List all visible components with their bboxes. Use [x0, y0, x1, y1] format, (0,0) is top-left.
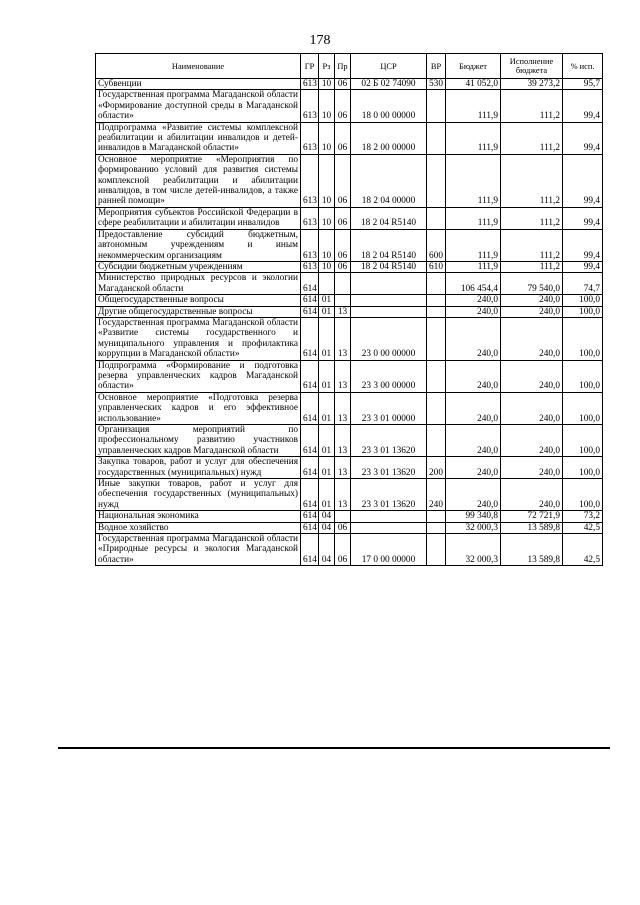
row-rz: 01 [319, 317, 335, 360]
row-execution: 111,2 [501, 90, 563, 122]
row-budget: 111,9 [446, 207, 501, 229]
header-rz: Рз [319, 54, 335, 79]
row-name: Национальная экономика [96, 511, 301, 522]
row-gr: 614 [301, 392, 319, 424]
row-execution: 79 540,0 [501, 273, 563, 295]
row-percent: 99,4 [563, 154, 603, 207]
row-budget: 111,9 [446, 122, 501, 154]
row-execution: 240,0 [501, 306, 563, 317]
row-csr [351, 306, 427, 317]
row-budget: 111,9 [446, 154, 501, 207]
row-percent: 99,4 [563, 229, 603, 261]
row-execution: 240,0 [501, 392, 563, 424]
row-csr: 02 Б 02 74090 [351, 79, 427, 90]
row-vr [427, 425, 446, 457]
row-execution: 240,0 [501, 360, 563, 392]
row-pr [335, 273, 351, 295]
row-vr [427, 392, 446, 424]
row-percent: 100,0 [563, 306, 603, 317]
row-pr: 13 [335, 360, 351, 392]
row-pr: 06 [335, 122, 351, 154]
row-execution: 13 589,8 [501, 522, 563, 533]
row-pr: 13 [335, 479, 351, 511]
row-csr [351, 273, 427, 295]
table-row [96, 207, 603, 229]
header-vr: ВР [427, 54, 446, 79]
row-rz: 10 [319, 229, 335, 261]
page-number: 178 [309, 33, 331, 48]
row-budget: 32 000,3 [446, 522, 501, 533]
row-budget: 99 340,8 [446, 511, 501, 522]
row-vr [427, 306, 446, 317]
row-csr: 18 2 04 R5140 [351, 229, 427, 261]
row-percent: 42,5 [563, 534, 603, 566]
row-gr: 614 [301, 306, 319, 317]
row-vr [427, 511, 446, 522]
row-rz [319, 273, 335, 295]
table-row [96, 425, 603, 457]
row-name: Общегосударственные вопросы [96, 295, 301, 306]
row-gr: 613 [301, 122, 319, 154]
row-csr [351, 511, 427, 522]
row-vr: 200 [427, 457, 446, 479]
row-rz: 10 [319, 122, 335, 154]
row-name: Иные закупки товаров, работ и услуг для обеспечения государственных (муниципальных) нужд [96, 479, 301, 511]
table-row [96, 457, 603, 479]
row-gr: 614 [301, 479, 319, 511]
table-row [96, 479, 603, 511]
row-pr: 06 [335, 229, 351, 261]
row-execution: 240,0 [501, 317, 563, 360]
header-budget: Бюджет [446, 54, 501, 79]
row-csr: 18 2 00 00000 [351, 122, 427, 154]
row-vr [427, 360, 446, 392]
row-budget: 111,9 [446, 90, 501, 122]
row-name: Субсидии бюджетным учреждениям [96, 261, 301, 272]
row-name: Подпрограмма «Развитие системы комплексной реабилитации и абилитации инвалидов и детей-инвалидов в Магаданской области» [96, 122, 301, 154]
row-csr: 23 3 00 00000 [351, 360, 427, 392]
header-gr: ГР [301, 54, 319, 79]
row-pr: 06 [335, 261, 351, 272]
row-csr: 17 0 00 00000 [351, 534, 427, 566]
table-row [96, 273, 603, 295]
row-vr: 530 [427, 79, 446, 90]
header-csr: ЦСР [351, 54, 427, 79]
row-csr: 18 2 04 R5140 [351, 207, 427, 229]
row-percent: 100,0 [563, 457, 603, 479]
row-percent: 99,4 [563, 207, 603, 229]
row-execution: 111,2 [501, 229, 563, 261]
row-vr: 240 [427, 479, 446, 511]
row-pr: 06 [335, 90, 351, 122]
row-pr: 13 [335, 317, 351, 360]
row-csr: 23 3 01 13620 [351, 425, 427, 457]
row-vr: 600 [427, 229, 446, 261]
row-rz: 01 [319, 295, 335, 306]
row-execution: 240,0 [501, 295, 563, 306]
table-row [96, 522, 603, 533]
row-rz: 10 [319, 261, 335, 272]
row-execution: 240,0 [501, 425, 563, 457]
header-percent: % исп. [563, 54, 603, 79]
row-rz: 01 [319, 425, 335, 457]
row-name: Водное хозяйство [96, 522, 301, 533]
row-budget: 106 454,4 [446, 273, 501, 295]
row-rz: 10 [319, 207, 335, 229]
row-gr: 614 [301, 457, 319, 479]
row-percent: 100,0 [563, 479, 603, 511]
row-budget: 240,0 [446, 479, 501, 511]
row-vr [427, 534, 446, 566]
table-row [96, 360, 603, 392]
row-rz: 04 [319, 511, 335, 522]
row-percent: 100,0 [563, 360, 603, 392]
table-row [96, 154, 603, 207]
row-execution: 240,0 [501, 457, 563, 479]
table-row [96, 534, 603, 566]
table-row [96, 229, 603, 261]
table-row [96, 306, 603, 317]
row-execution: 39 273,2 [501, 79, 563, 90]
row-name: Государственная программа Магаданской области «Формирование доступной среды в Магаданской области» [96, 90, 301, 122]
row-budget: 240,0 [446, 317, 501, 360]
row-budget: 41 052,0 [446, 79, 501, 90]
row-gr: 614 [301, 511, 319, 522]
table-row [96, 511, 603, 522]
row-rz: 01 [319, 306, 335, 317]
row-gr: 614 [301, 425, 319, 457]
row-percent: 100,0 [563, 392, 603, 424]
row-pr: 06 [335, 79, 351, 90]
table-row [96, 261, 603, 272]
row-name: Основное мероприятие «Мероприятия по формированию условий для развития системы комплексной реабилитации и абилитации инвалидов, в том числе детей-инвалидов, а также ранней помощи» [96, 154, 301, 207]
row-pr: 06 [335, 534, 351, 566]
row-csr: 23 0 00 00000 [351, 317, 427, 360]
table-row [96, 295, 603, 306]
row-vr [427, 122, 446, 154]
row-pr [335, 295, 351, 306]
row-percent: 100,0 [563, 425, 603, 457]
row-budget: 240,0 [446, 457, 501, 479]
row-vr [427, 317, 446, 360]
row-percent: 74,7 [563, 273, 603, 295]
table-row [96, 317, 603, 360]
row-name: Закупка товаров, работ и услуг для обеспечения государственных (муниципальных) нужд [96, 457, 301, 479]
row-pr: 13 [335, 457, 351, 479]
row-gr: 613 [301, 90, 319, 122]
row-csr: 23 3 01 13620 [351, 457, 427, 479]
table-header-row [96, 54, 603, 79]
row-vr [427, 295, 446, 306]
row-pr: 13 [335, 306, 351, 317]
row-percent: 42,5 [563, 522, 603, 533]
row-rz: 10 [319, 154, 335, 207]
row-rz: 04 [319, 522, 335, 533]
header-execution: Исполнение бюджета [501, 54, 563, 79]
row-budget: 240,0 [446, 392, 501, 424]
row-gr: 613 [301, 229, 319, 261]
row-gr: 613 [301, 154, 319, 207]
row-vr [427, 154, 446, 207]
table-body [96, 79, 603, 566]
row-budget: 111,9 [446, 229, 501, 261]
row-rz: 01 [319, 457, 335, 479]
row-percent: 100,0 [563, 317, 603, 360]
row-rz: 01 [319, 360, 335, 392]
row-execution: 13 589,8 [501, 534, 563, 566]
row-vr [427, 273, 446, 295]
row-budget: 111,9 [446, 261, 501, 272]
row-name: Подпрограмма «Формирование и подготовка резерва управленческих кадров Магаданской области» [96, 360, 301, 392]
row-pr: 06 [335, 154, 351, 207]
row-csr: 23 3 01 00000 [351, 392, 427, 424]
row-name: Министерство природных ресурсов и экологии Магаданской области [96, 273, 301, 295]
row-execution: 72 721,9 [501, 511, 563, 522]
row-name: Организация мероприятий по профессиональному развитию участников управленческих кадров Магаданской области [96, 425, 301, 457]
table-row [96, 90, 603, 122]
row-gr: 614 [301, 273, 319, 295]
row-vr [427, 207, 446, 229]
row-vr [427, 90, 446, 122]
row-gr: 614 [301, 522, 319, 533]
row-rz: 10 [319, 90, 335, 122]
row-csr: 18 0 00 00000 [351, 90, 427, 122]
row-pr: 13 [335, 425, 351, 457]
row-gr: 614 [301, 295, 319, 306]
row-pr: 06 [335, 207, 351, 229]
table-row [96, 122, 603, 154]
row-csr [351, 522, 427, 533]
row-percent: 99,4 [563, 261, 603, 272]
row-gr: 614 [301, 534, 319, 566]
row-budget: 32 000,3 [446, 534, 501, 566]
row-csr: 23 3 01 13620 [351, 479, 427, 511]
row-execution: 111,2 [501, 154, 563, 207]
row-pr [335, 511, 351, 522]
row-name: Другие общегосударственные вопросы [96, 306, 301, 317]
row-rz: 01 [319, 479, 335, 511]
row-execution: 111,2 [501, 261, 563, 272]
row-execution: 111,2 [501, 207, 563, 229]
row-percent: 73,2 [563, 511, 603, 522]
row-csr: 18 2 04 R5140 [351, 261, 427, 272]
row-budget: 240,0 [446, 306, 501, 317]
table-row [96, 392, 603, 424]
row-vr [427, 522, 446, 533]
row-name: Мероприятия субъектов Российской Федерации в сфере реабилитации и абилитации инвалидов [96, 207, 301, 229]
row-csr [351, 295, 427, 306]
row-percent: 100,0 [563, 295, 603, 306]
row-name: Государственная программа Магаданской области «Природные ресурсы и экология Магаданской области» [96, 534, 301, 566]
row-vr: 610 [427, 261, 446, 272]
row-pr: 06 [335, 522, 351, 533]
row-budget: 240,0 [446, 360, 501, 392]
row-budget: 240,0 [446, 425, 501, 457]
row-gr: 613 [301, 207, 319, 229]
row-name: Субвенции [96, 79, 301, 90]
row-gr: 613 [301, 261, 319, 272]
row-percent: 99,4 [563, 90, 603, 122]
row-rz: 04 [319, 534, 335, 566]
row-rz: 10 [319, 79, 335, 90]
row-execution: 111,2 [501, 122, 563, 154]
row-name: Государственная программа Магаданской области «Развитие системы государственного и муниципального управления и профилактика коррупции в Магаданской области» [96, 317, 301, 360]
row-gr: 613 [301, 79, 319, 90]
page-bottom-rule [58, 747, 610, 749]
row-pr: 13 [335, 392, 351, 424]
row-execution: 240,0 [501, 479, 563, 511]
row-rz: 01 [319, 392, 335, 424]
row-budget: 240,0 [446, 295, 501, 306]
header-pr: Пр [335, 54, 351, 79]
row-name: Основное мероприятие «Подготовка резерва управленческих кадров и его эффективное использование» [96, 392, 301, 424]
table-row [96, 79, 603, 90]
header-name: Наименование [96, 54, 301, 79]
row-gr: 614 [301, 360, 319, 392]
row-percent: 95,7 [563, 79, 603, 90]
budget-execution-table [95, 53, 603, 566]
row-gr: 614 [301, 317, 319, 360]
row-csr: 18 2 04 00000 [351, 154, 427, 207]
row-percent: 99,4 [563, 122, 603, 154]
row-name: Предоставление субсидий бюджетным, автономным учреждениям и иным некоммерческим организациям [96, 229, 301, 261]
